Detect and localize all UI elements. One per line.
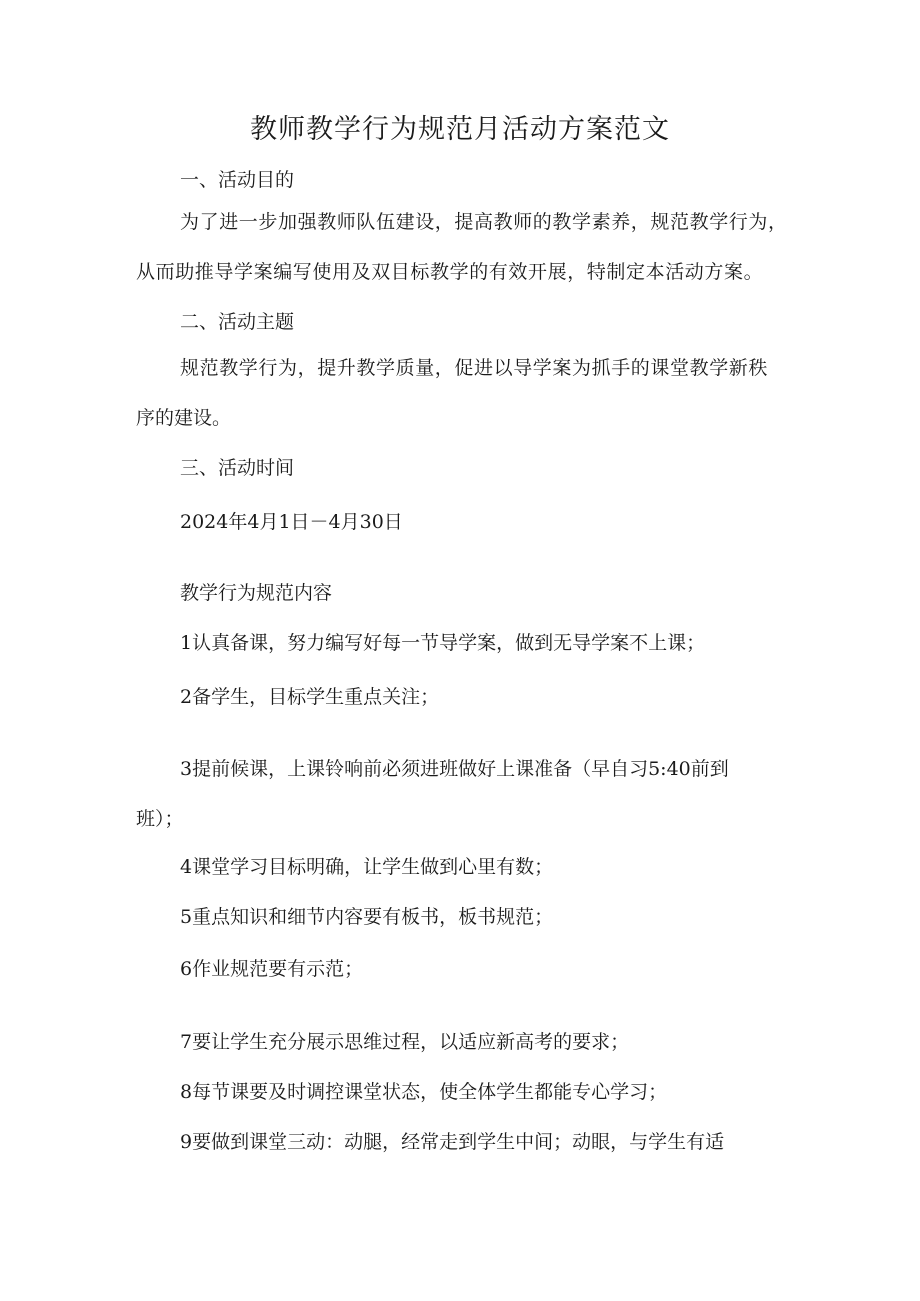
activity-time: 2024年4月1日－4月30日 <box>180 511 403 533</box>
list-item: 5重点知识和细节内容要有板书，板书规范； <box>180 906 554 928</box>
section-heading-theme: 二、活动主题 <box>180 311 295 333</box>
list-item: 8每节课要及时调控课堂状态，使全体学生都能专心学习； <box>180 1081 668 1103</box>
list-item: 7要让学生充分展示思维过程，以适应新高考的要求； <box>180 1031 630 1053</box>
list-item: 1认真备课，努力编写好每一节导学案，做到无导学案不上课； <box>180 632 706 654</box>
list-item: 9要做到课堂三动：动腿，经常走到学生中间；动眼，与学生有适 <box>180 1131 725 1153</box>
list-item: 4课堂学习目标明确，让学生做到心里有数； <box>180 856 554 878</box>
purpose-paragraph-line-1: 为了进一步加强教师队伍建设，提高教师的教学素养，规范教学行为， <box>180 211 788 233</box>
list-item: 6作业规范要有示范； <box>180 958 364 980</box>
section-heading-purpose: 一、活动目的 <box>180 169 295 191</box>
theme-paragraph-line-2: 序的建设。 <box>136 407 232 429</box>
list-item: 2备学生，目标学生重点关注； <box>180 686 440 708</box>
purpose-paragraph-line-2: 从而助推导学案编写使用及双目标教学的有效开展，特制定本活动方案。 <box>136 261 764 283</box>
page-title: 教师教学行为规范月活动方案范文 <box>250 114 670 145</box>
theme-paragraph-line-1: 规范教学行为，提升教学质量，促进以导学案为抓手的课堂教学新秩 <box>180 357 769 379</box>
list-item-continuation: 班）； <box>136 808 184 830</box>
content-heading: 教学行为规范内容 <box>180 582 333 604</box>
list-item: 3提前候课，上课铃响前必须进班做好上课准备（早自习5:40前到 <box>180 758 729 780</box>
section-heading-time: 三、活动时间 <box>180 457 295 479</box>
